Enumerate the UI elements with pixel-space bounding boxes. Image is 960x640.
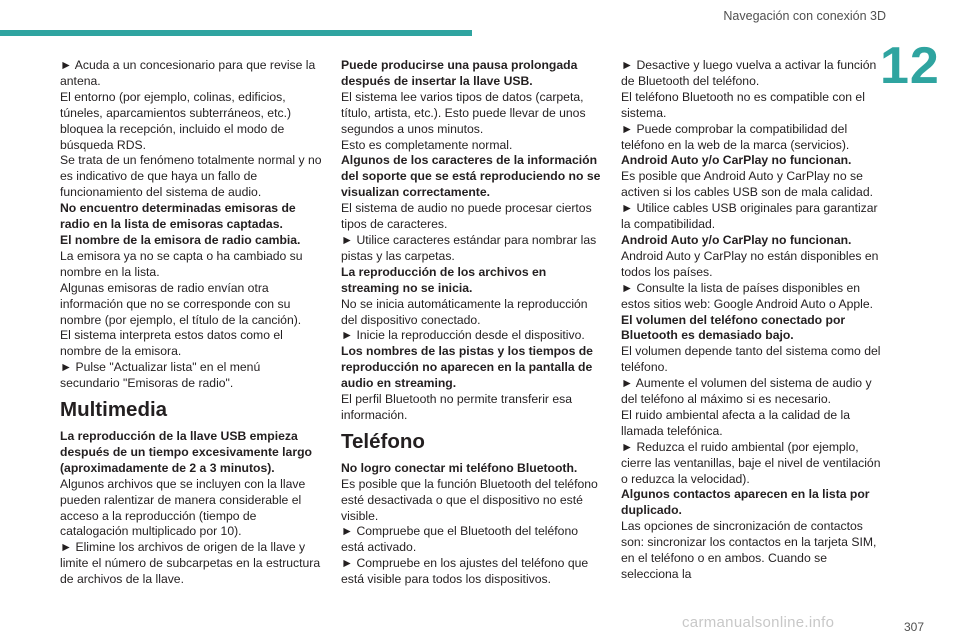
paragraph: El volumen depende tanto del sistema como del teléfono.: [621, 344, 881, 375]
page-number: 307: [903, 620, 924, 634]
paragraph: ► Compruebe que el Bluetooth del teléfono está activado.: [341, 524, 579, 555]
paragraph: ► Utilice caracteres estándar para nombrar las pistas y las carpetas.: [341, 232, 597, 263]
text-column-3: [621, 58, 883, 583]
paragraph: Es posible que la función Bluetooth del teléfono esté desactivada o que el dispositivo no esté visible.: [341, 476, 598, 523]
problem-heading: Algunos de los caracteres de la información del soporte que se está reproduciendo no se visualizan correctamente.: [341, 153, 601, 200]
problem-heading: La reproducción de los archivos en streaming no se inicia.: [341, 264, 547, 295]
paragraph: Es posible que Android Auto y CarPlay no se activen si los cables USB son de mala calidad.: [621, 169, 874, 200]
paragraph: El ruido ambiental afecta a la calidad de la llamada telefónica.: [621, 407, 850, 438]
problem-heading: La reproducción de la llave USB empieza después de un tiempo excesivamente largo (aproximadamente de 2 a 3 minutos).: [60, 429, 312, 475]
section-heading: Teléfono: [341, 429, 425, 453]
problem-heading: Los nombres de las pistas y los tiempos de reproducción no aparecen en la pantalla de audio en streaming.: [341, 344, 593, 391]
chapter-number: 12: [880, 37, 940, 95]
paragraph: ► Puede comprobar la compatibilidad del teléfono en la web de la marca (servicios).: [621, 121, 850, 152]
paragraph: ► Reduzca el ruido ambiental (por ejemplo, cierre las ventanillas, baje el nivel de ventilación o reduzca la velocidad).: [621, 439, 881, 486]
paragraph: El entorno (por ejemplo, colinas, edificios, túneles, aparcamientos subterráneos, etc.) bloquea la recepción, incluido el modo de búsqueda RDS.: [60, 89, 292, 152]
header-accent-bar: [0, 30, 472, 36]
paragraph: El teléfono Bluetooth no es compatible con el sistema.: [621, 89, 865, 120]
paragraph: Esto es completamente normal.: [341, 137, 513, 152]
problem-heading: No encuentro determinadas emisoras de radio en la lista de emisoras captadas.: [60, 201, 296, 232]
paragraph: ► Desactive y luego vuelva a activar la función de Bluetooth del teléfono.: [621, 58, 877, 88]
paragraph: Algunas emisoras de radio envían otra información que no se corresponde con su nombre (por ejemplo, el título de la canción).: [60, 280, 302, 327]
problem-heading: Android Auto y/o CarPlay no funcionan.: [621, 153, 852, 168]
paragraph: Android Auto y CarPlay no están disponibles en todos los países.: [621, 248, 879, 279]
text-column-1: [60, 58, 322, 588]
paragraph: ► Elimine los archivos de origen de la llave y limite el número de subcarpetas en la estructura de archivos de la llave.: [60, 540, 321, 587]
paragraph: La emisora ya no se capta o ha cambiado su nombre en la lista.: [60, 248, 303, 279]
problem-heading: Android Auto y/o CarPlay no funcionan.: [621, 232, 852, 247]
problem-heading: No logro conectar mi teléfono Bluetooth.: [341, 460, 578, 475]
paragraph: Las opciones de sincronización de contactos son: sincronizar los contactos en la tarjeta SIM, en el teléfono o en ambos. Cuando se selecciona la: [621, 519, 877, 581]
paragraph: Se trata de un fenómeno totalmente normal y no es indicativo de que haya un fallo de funcionamiento del sistema de audio.: [60, 153, 322, 200]
paragraph: ► Inicie la reproducción desde el dispositivo.: [341, 328, 585, 343]
paragraph: Algunos archivos que se incluyen con la llave pueden ralentizar de manera considerable el acceso a la reproducción (tiempo de catalogación multiplicado por 10).: [60, 476, 306, 539]
section-heading: Multimedia: [60, 398, 168, 422]
paragraph: ► Aumente el volumen del sistema de audio y del teléfono al máximo si es necesario.: [621, 376, 872, 407]
paragraph: No se inicia automáticamente la reproducción del dispositivo conectado.: [341, 296, 588, 327]
paragraph: ► Pulse "Actualizar lista" en el menú secundario "Emisoras de radio".: [60, 360, 261, 391]
problem-heading: Algunos contactos aparecen en la lista por duplicado.: [621, 487, 870, 518]
paragraph: ► Acuda a un concesionario para que revise la antena.: [60, 58, 316, 88]
problem-heading: El nombre de la emisora de radio cambia.: [60, 232, 301, 247]
text-column-2: [341, 58, 603, 588]
paragraph: El perfil Bluetooth no permite transferir esa información.: [341, 392, 572, 422]
paragraph: ► Compruebe en los ajustes del teléfono que está visible para todos los dispositivos.: [341, 556, 589, 587]
paragraph: ► Utilice cables USB originales para garantizar la compatibilidad.: [621, 201, 878, 232]
chapter-title: Navegación con conexión 3D: [723, 9, 886, 23]
problem-heading: El volumen del teléfono conectado por Bluetooth es demasiado bajo.: [621, 312, 846, 343]
paragraph: El sistema interpreta estos datos como el nombre de la emisora.: [60, 328, 283, 359]
watermark: carmanualsonline.info: [682, 614, 835, 631]
problem-heading: Puede producirse una pausa prolongada después de insertar la llave USB.: [341, 58, 578, 88]
paragraph: El sistema lee varios tipos de datos (carpeta, título, artista, etc.). Esto puede llevar de unos segundos a unos minutos.: [341, 89, 586, 136]
paragraph: ► Consulte la lista de países disponibles en estos sitios web: Google Android Auto o Apple.: [621, 280, 874, 311]
paragraph: El sistema de audio no puede procesar ciertos tipos de caracteres.: [341, 201, 592, 232]
